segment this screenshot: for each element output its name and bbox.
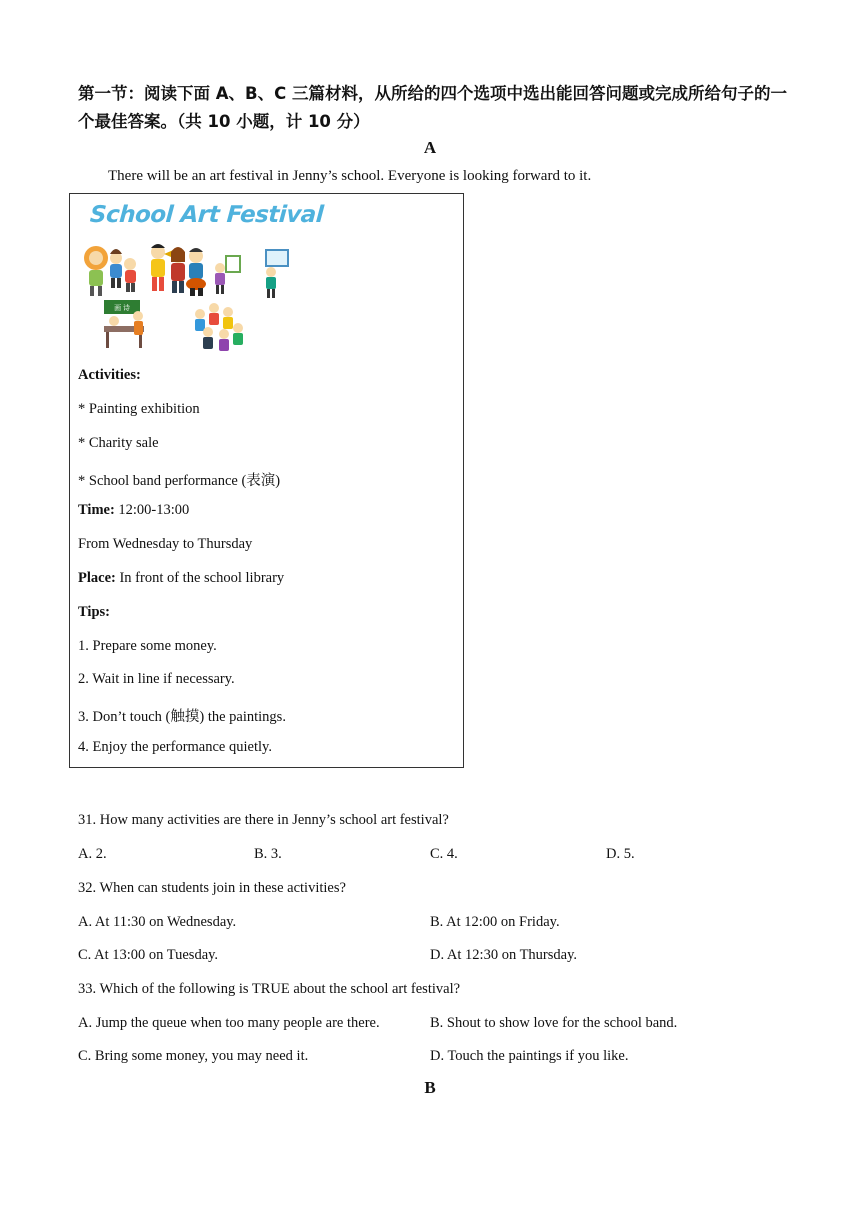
days-line: From Wednesday to Thursday	[78, 536, 253, 552]
question-31-option-c: C. 4.	[430, 846, 458, 862]
activity-item: * Charity sale	[78, 435, 159, 451]
band-singer	[171, 247, 185, 293]
activity-item: * School band performance (表演)	[78, 473, 281, 489]
place-line	[78, 570, 284, 587]
tips-label: Tips:	[78, 604, 110, 620]
painting-viewer-1	[215, 256, 240, 294]
time-value: 12:00-13:00	[118, 502, 190, 518]
question-32-stem: 32. When can students join in these activities?	[78, 880, 346, 896]
question-32-option-b: B. At 12:00 on Friday.	[430, 914, 560, 930]
question-32-option-d: D. At 12:30 on Thursday.	[430, 947, 578, 963]
question-31-option-d: D. 5.	[606, 846, 635, 862]
question-32-option-c: C. At 13:00 on Tuesday.	[78, 947, 219, 963]
place-label: Place:	[78, 570, 116, 586]
tip-item: 1. Prepare some money.	[78, 638, 217, 654]
tip-item: 3. Don’t touch (触摸) the paintings.	[78, 709, 286, 725]
question-31-stem: 31. How many activities are there in Jenny’s school art festival?	[78, 812, 449, 828]
band-drummer	[186, 248, 206, 296]
passage-intro: There will be an art festival in Jenny’s school. Everyone is looking forward to it.	[108, 168, 592, 184]
passage-b-label: B	[424, 1078, 436, 1097]
charity-sale-stall	[104, 300, 144, 348]
students-group	[195, 303, 243, 351]
section-heading: 第一节：阅读下面 A、B、C 三篇材料，从所给的四个选项中选出能回答问题或完成所给句子的一个最佳答案。（共 10 小题，计 10 分）	[78, 84, 787, 131]
activities-label: Activities:	[78, 367, 141, 383]
festival-poster	[69, 193, 464, 768]
festival-illustration	[78, 242, 298, 357]
child-figure-lion	[84, 246, 108, 296]
question-33-option-d: D. Touch the paintings if you like.	[430, 1048, 629, 1064]
time-label: Time:	[78, 502, 115, 518]
child-figure-dancer	[110, 249, 122, 288]
time-line	[78, 502, 189, 519]
question-31-option-b: B. 3.	[254, 846, 282, 862]
tip-item: 4. Enjoy the performance quietly.	[78, 739, 272, 755]
painting-viewer-2	[266, 250, 288, 298]
question-33-option-c: C. Bring some money, you may need it.	[78, 1048, 309, 1064]
question-33-stem: 33. Which of the following is TRUE about the school art festival?	[78, 981, 461, 997]
child-figure-waving	[124, 258, 136, 292]
poster-title: School Art Festival	[89, 202, 325, 228]
question-31-option-a: A. 2.	[78, 846, 107, 862]
stall-board-text: 画 诗	[114, 304, 130, 312]
question-33-option-a: A. Jump the queue when too many people are there.	[78, 1015, 380, 1031]
passage-a-label: A	[423, 138, 437, 157]
question-32-option-a: A. At 11:30 on Wednesday.	[78, 914, 237, 930]
activity-item: * Painting exhibition	[78, 401, 200, 417]
tip-item: 2. Wait in line if necessary.	[78, 671, 235, 687]
question-33-option-b: B. Shout to show love for the school band.	[430, 1015, 678, 1031]
place-value: In front of the school library	[119, 570, 285, 586]
